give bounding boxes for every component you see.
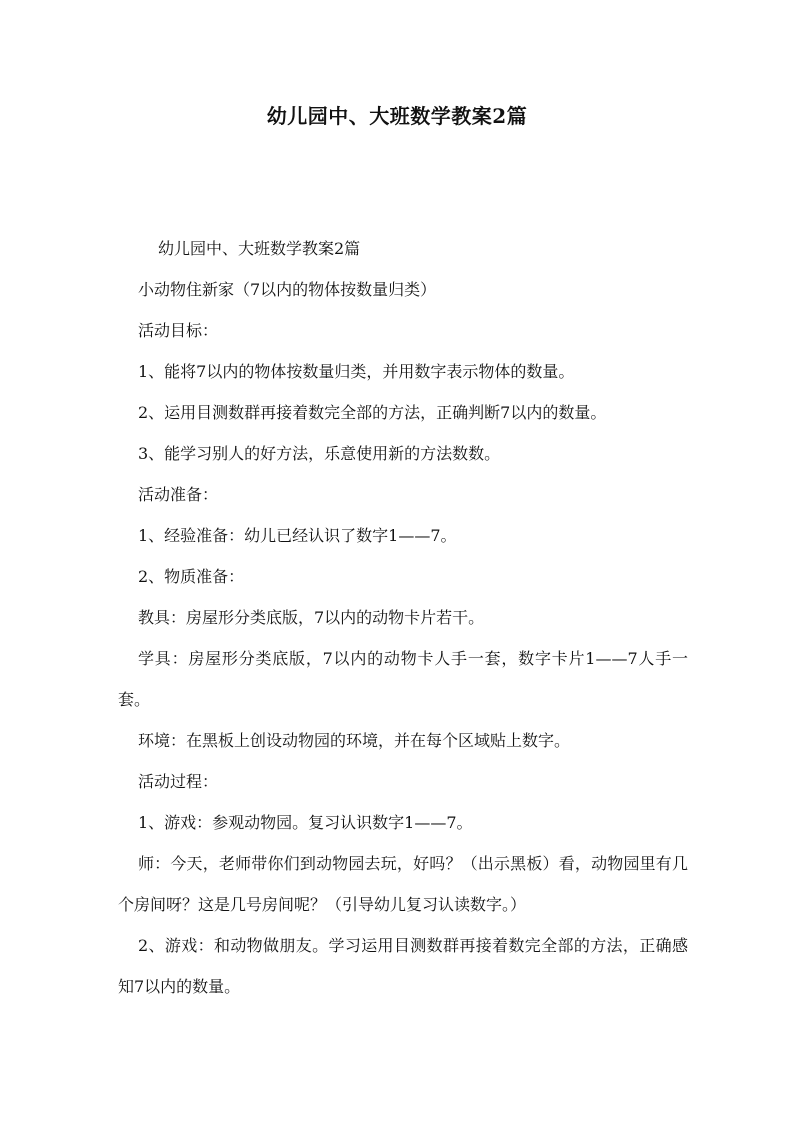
paragraph-prep-2: 2、物质准备： <box>138 567 245 586</box>
document-body <box>118 228 688 1007</box>
paragraph-goals-heading: 活动目标： <box>138 321 219 340</box>
paragraph-learning-aids: 学具：房屋形分类底版，7以内的动物卡人手一套，数字卡片1——7人手一套。 <box>118 649 688 709</box>
paragraph-teacher-dialogue: 师：今天，老师带你们到动物园去玩，好吗？（出示黑板）看，动物园里有几个房间呀？这是几号房间呢？（引导幼儿复习认读数字。） <box>118 854 688 914</box>
paragraph-subtitle: 幼儿园中、大班数学教案2篇 <box>158 239 361 258</box>
paragraph-process-heading: 活动过程： <box>138 772 219 791</box>
paragraph-teaching-aids: 教具：房屋形分类底版，7以内的动物卡片若干。 <box>138 608 485 627</box>
paragraph-prep-1: 1、经验准备：幼儿已经认识了数字1——7。 <box>138 526 457 545</box>
paragraph-environment: 环境：在黑板上创设动物园的环境，并在每个区域贴上数字。 <box>138 731 571 750</box>
paragraph-goal-1: 1、能将7以内的物体按数量归类，并用数字表示物体的数量。 <box>138 362 575 381</box>
paragraph-goal-2: 2、运用目测数群再接着数完全部的方法，正确判断7以内的数量。 <box>138 403 607 422</box>
document-title: 幼儿园中、大班数学教案2篇 <box>266 104 528 128</box>
paragraph-process-1: 1、游戏：参观动物园。复习认识数字1——7。 <box>138 813 473 832</box>
paragraph-prep-heading: 活动准备： <box>138 485 219 504</box>
paragraph-lesson-name: 小动物住新家（7以内的物体按数量归类） <box>138 280 437 299</box>
paragraph-goal-3: 3、能学习别人的好方法，乐意使用新的方法数数。 <box>138 444 501 463</box>
paragraph-process-2: 2、游戏：和动物做朋友。学习运用目测数群再接着数完全部的方法，正确感知7以内的数量。 <box>118 936 688 996</box>
